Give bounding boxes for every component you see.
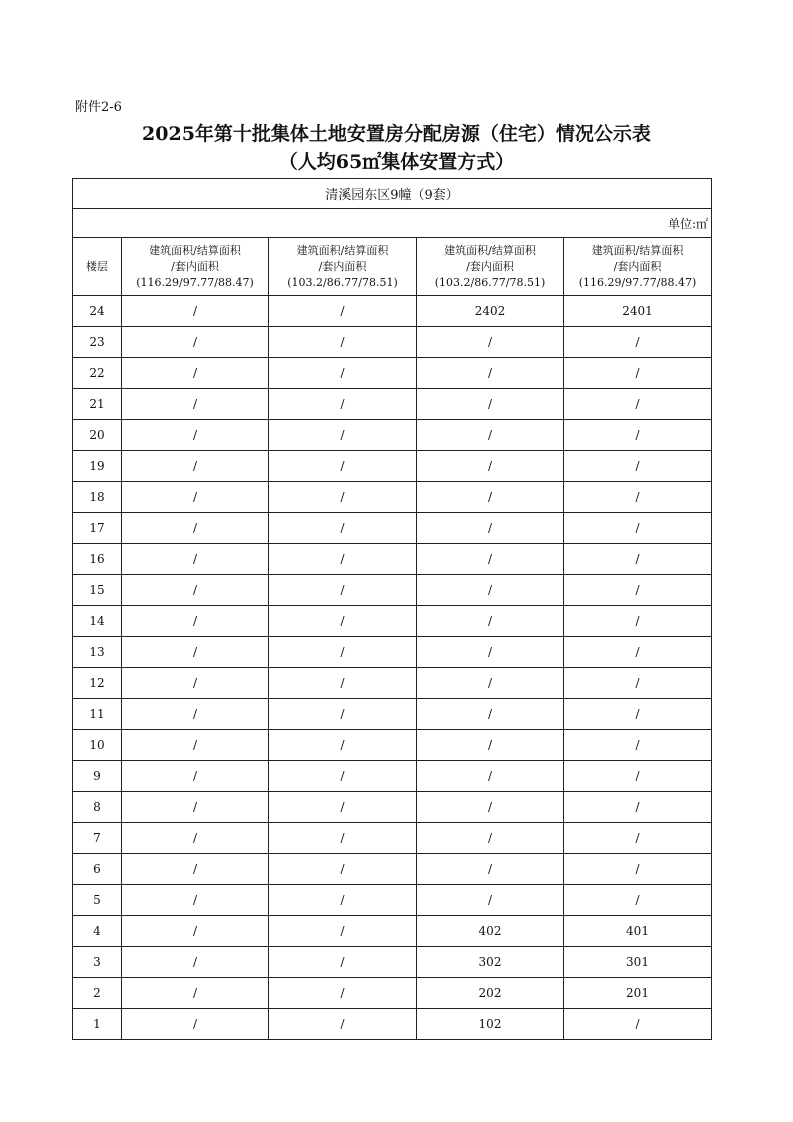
floor-cell: 20 (73, 420, 122, 451)
unit-cell: / (269, 1009, 417, 1040)
floor-cell: 24 (73, 296, 122, 327)
unit-cell: 202 (417, 978, 564, 1009)
column-header (564, 238, 712, 296)
table-row (73, 699, 712, 730)
table-row (73, 389, 712, 420)
unit-cell: / (269, 792, 417, 823)
unit-cell: / (269, 575, 417, 606)
unit-cell: 402 (417, 916, 564, 947)
unit-cell: / (564, 451, 712, 482)
unit-cell: / (564, 699, 712, 730)
unit-cell: / (417, 575, 564, 606)
unit-cell: / (269, 699, 417, 730)
attachment-label: 附件2-6 (75, 100, 122, 115)
floor-cell: 18 (73, 482, 122, 513)
unit-cell: 2402 (417, 296, 564, 327)
unit-cell: / (564, 389, 712, 420)
table-row (73, 513, 712, 544)
unit-cell: / (564, 606, 712, 637)
unit-cell: / (122, 544, 269, 575)
unit-cell: / (269, 482, 417, 513)
floor-cell: 21 (73, 389, 122, 420)
unit-cell: / (417, 792, 564, 823)
unit-cell: / (122, 296, 269, 327)
unit-cell: / (564, 668, 712, 699)
housing-allocation-table (72, 178, 712, 1040)
unit-cell: 301 (564, 947, 712, 978)
floor-cell: 8 (73, 792, 122, 823)
floor-cell: 3 (73, 947, 122, 978)
unit-cell: / (417, 451, 564, 482)
unit-cell: / (122, 916, 269, 947)
table-row (73, 730, 712, 761)
unit-cell: / (122, 823, 269, 854)
table-unit-row (73, 209, 712, 238)
unit-cell: / (269, 389, 417, 420)
floor-cell: 10 (73, 730, 122, 761)
unit-cell: / (122, 327, 269, 358)
unit-cell: / (417, 544, 564, 575)
column-header (269, 238, 417, 296)
unit-cell: / (417, 358, 564, 389)
unit-cell: / (122, 761, 269, 792)
unit-cell: 102 (417, 1009, 564, 1040)
unit-cell: / (122, 420, 269, 451)
unit-cell: / (564, 761, 712, 792)
unit-cell: / (122, 730, 269, 761)
table-row (73, 668, 712, 699)
table-row (73, 916, 712, 947)
floor-cell: 16 (73, 544, 122, 575)
floor-cell: 13 (73, 637, 122, 668)
unit-cell: / (269, 916, 417, 947)
unit-cell: / (417, 854, 564, 885)
column-header-line: 建筑面积/结算面积 (591, 243, 684, 257)
unit-cell: / (417, 885, 564, 916)
unit-cell: / (122, 358, 269, 389)
table-row (73, 420, 712, 451)
page-subtitle: （人均65㎡集体安置方式） (278, 151, 515, 173)
table-row (73, 761, 712, 792)
unit-cell: / (269, 296, 417, 327)
table-header-row (73, 238, 712, 296)
unit-cell: / (269, 978, 417, 1009)
floor-cell: 14 (73, 606, 122, 637)
floor-header: 楼层 (73, 238, 122, 296)
unit-cell: / (564, 792, 712, 823)
floor-cell: 22 (73, 358, 122, 389)
unit-cell: / (269, 761, 417, 792)
unit-cell: / (269, 668, 417, 699)
floor-cell: 9 (73, 761, 122, 792)
unit-cell: / (122, 947, 269, 978)
unit-cell: / (417, 482, 564, 513)
unit-cell: / (122, 792, 269, 823)
table-row (73, 823, 712, 854)
table-row (73, 327, 712, 358)
table-title-row (73, 179, 712, 209)
unit-cell: / (122, 854, 269, 885)
unit-cell: 2401 (564, 296, 712, 327)
building-name: 清溪园东区9幢（9套） (73, 179, 712, 209)
unit-cell: / (122, 668, 269, 699)
floor-cell: 23 (73, 327, 122, 358)
column-header-line: /套内面积 (613, 259, 662, 273)
unit-cell: / (269, 854, 417, 885)
unit-cell: / (564, 823, 712, 854)
unit-cell: / (417, 761, 564, 792)
unit-cell: / (122, 637, 269, 668)
unit-cell: / (122, 978, 269, 1009)
column-header-line: 建筑面积/结算面积 (296, 243, 389, 257)
table-row (73, 947, 712, 978)
table-row (73, 296, 712, 327)
unit-cell: / (417, 699, 564, 730)
column-header-line: (103.2/86.77/78.51) (287, 275, 398, 289)
unit-cell: / (564, 358, 712, 389)
floor-cell: 4 (73, 916, 122, 947)
column-header-line: (116.29/97.77/88.47) (578, 275, 697, 289)
unit-cell: / (564, 482, 712, 513)
unit-cell: / (269, 513, 417, 544)
floor-cell: 6 (73, 854, 122, 885)
unit-cell: 401 (564, 916, 712, 947)
unit-cell: / (269, 606, 417, 637)
column-header-line: /套内面积 (466, 259, 514, 273)
column-header-line: /套内面积 (171, 259, 219, 273)
unit-cell: / (564, 854, 712, 885)
unit-cell: 201 (564, 978, 712, 1009)
column-header-line: (116.29/97.77/88.47) (136, 275, 254, 289)
column-header-line: /套内面积 (318, 259, 367, 273)
column-header (122, 238, 269, 296)
unit-cell: / (564, 420, 712, 451)
page-title: 2025年第十批集体土地安置房分配房源（住宅）情况公示表 (142, 123, 651, 145)
unit-label: 单位:㎡ (73, 209, 712, 238)
column-header-line: (103.2/86.77/78.51) (434, 275, 546, 289)
table-row (73, 575, 712, 606)
table-row (73, 606, 712, 637)
unit-cell: / (269, 451, 417, 482)
unit-cell: / (269, 637, 417, 668)
unit-cell: / (417, 637, 564, 668)
unit-cell: / (122, 1009, 269, 1040)
table-row (73, 637, 712, 668)
column-header (417, 238, 564, 296)
unit-cell: / (269, 885, 417, 916)
floor-cell: 19 (73, 451, 122, 482)
unit-cell: / (417, 327, 564, 358)
floor-cell: 2 (73, 978, 122, 1009)
table-row (73, 451, 712, 482)
unit-cell: / (564, 575, 712, 606)
unit-cell: / (122, 575, 269, 606)
table-row (73, 358, 712, 389)
table-row (73, 482, 712, 513)
unit-cell: / (417, 668, 564, 699)
column-header-line: 建筑面积/结算面积 (444, 243, 536, 257)
unit-cell: / (564, 544, 712, 575)
table-row (73, 885, 712, 916)
unit-cell: / (417, 606, 564, 637)
unit-cell: / (564, 513, 712, 544)
unit-cell: / (564, 637, 712, 668)
unit-cell: 302 (417, 947, 564, 978)
unit-cell: / (269, 544, 417, 575)
unit-cell: / (417, 420, 564, 451)
floor-cell: 1 (73, 1009, 122, 1040)
unit-cell: / (417, 730, 564, 761)
unit-cell: / (564, 1009, 712, 1040)
unit-cell: / (564, 327, 712, 358)
table-row (73, 978, 712, 1009)
unit-cell: / (122, 699, 269, 730)
unit-cell: / (417, 513, 564, 544)
unit-cell: / (122, 389, 269, 420)
unit-cell: / (564, 885, 712, 916)
floor-cell: 12 (73, 668, 122, 699)
unit-cell: / (564, 730, 712, 761)
table-row (73, 854, 712, 885)
table-row (73, 544, 712, 575)
table-row (73, 792, 712, 823)
unit-cell: / (417, 389, 564, 420)
floor-cell: 5 (73, 885, 122, 916)
unit-cell: / (122, 482, 269, 513)
unit-cell: / (269, 327, 417, 358)
unit-cell: / (269, 358, 417, 389)
unit-cell: / (417, 823, 564, 854)
unit-cell: / (269, 823, 417, 854)
floor-cell: 17 (73, 513, 122, 544)
unit-cell: / (122, 606, 269, 637)
unit-cell: / (122, 451, 269, 482)
unit-cell: / (122, 885, 269, 916)
floor-cell: 7 (73, 823, 122, 854)
unit-cell: / (269, 947, 417, 978)
unit-cell: / (122, 513, 269, 544)
table-row (73, 1009, 712, 1040)
floor-cell: 11 (73, 699, 122, 730)
floor-cell: 15 (73, 575, 122, 606)
column-header-line: 建筑面积/结算面积 (149, 243, 241, 257)
unit-cell: / (269, 730, 417, 761)
unit-cell: / (269, 420, 417, 451)
